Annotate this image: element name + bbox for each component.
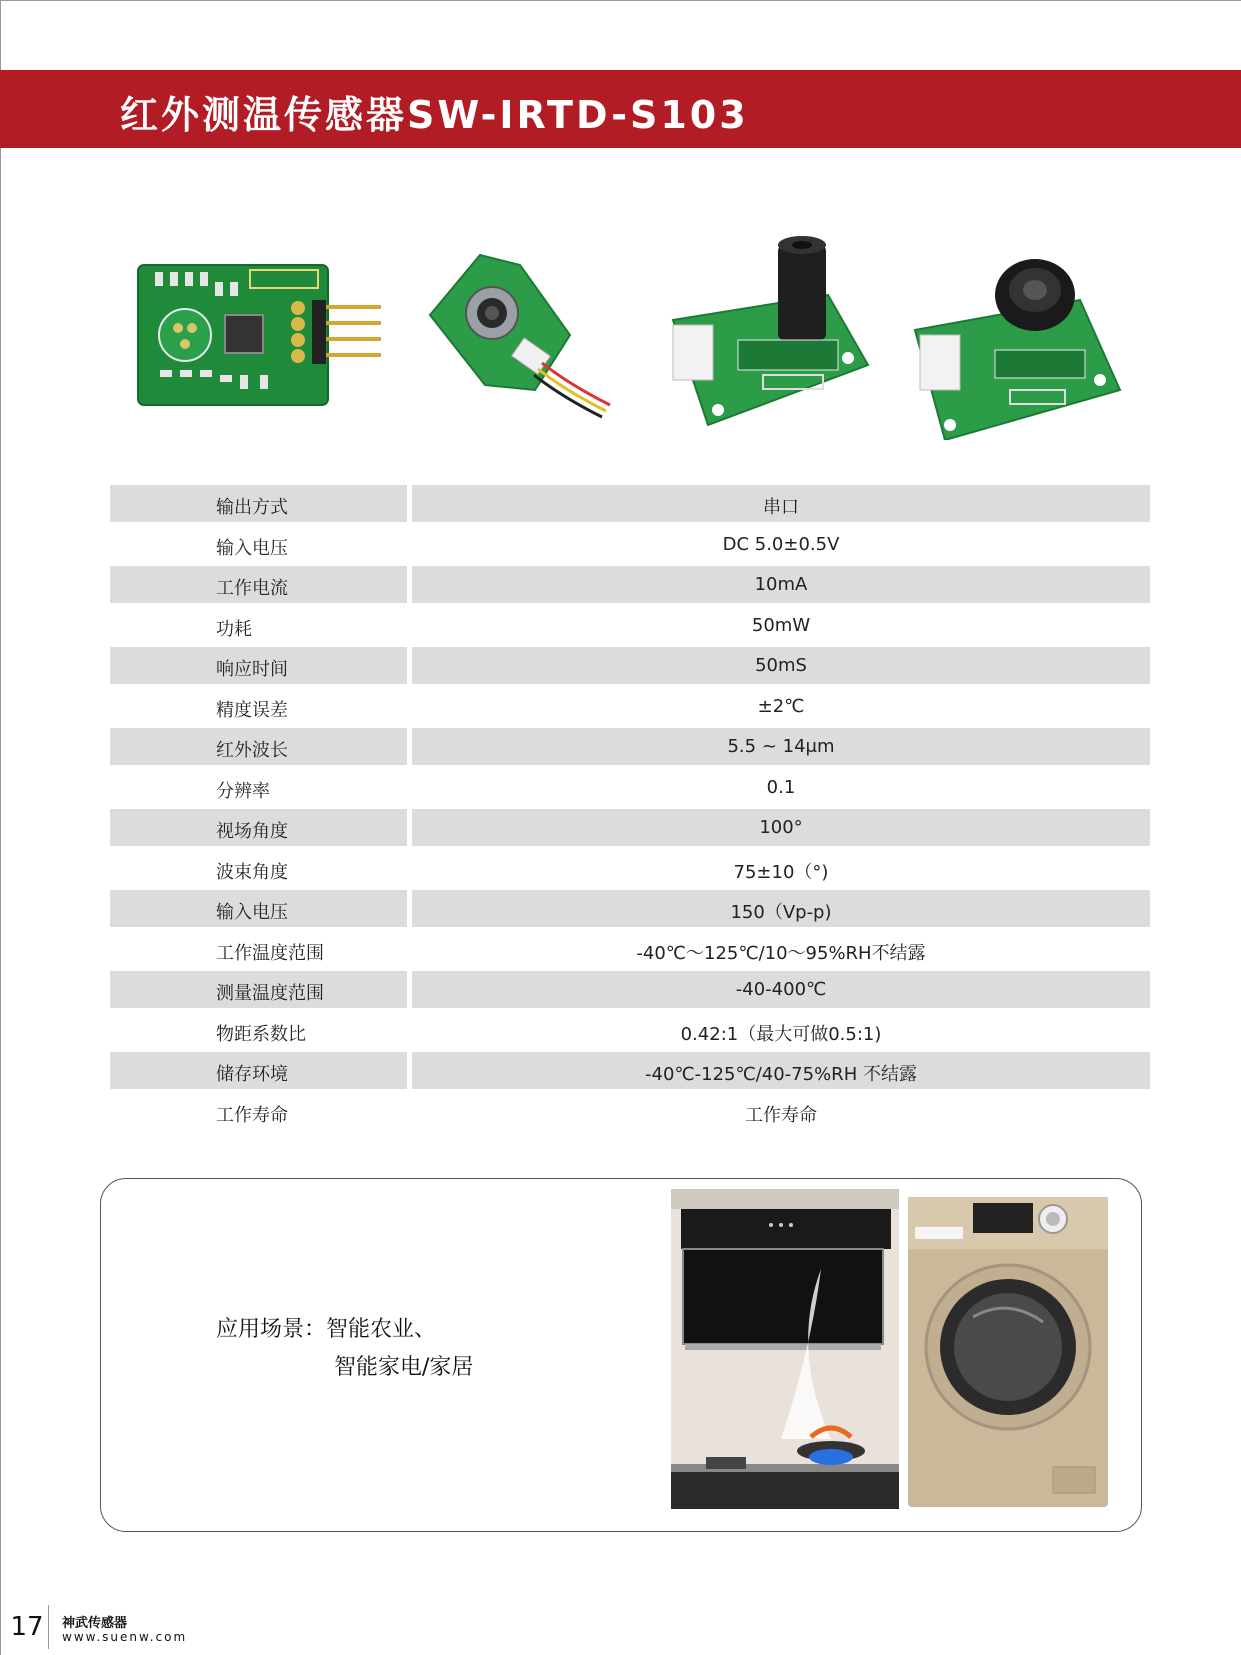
- spec-row-input-voltage-vpp: [110, 890, 1150, 927]
- spec-label: 响应时间: [216, 659, 288, 680]
- spec-label: 视场角度: [216, 821, 288, 842]
- page-number: 17: [6, 1605, 49, 1649]
- application-box: [100, 1178, 1142, 1532]
- spec-value: 10mA: [754, 574, 808, 595]
- spec-label: 工作寿命: [216, 1104, 288, 1126]
- spec-row-distance-ratio: [110, 1012, 1150, 1049]
- spec-row-operating-temp: [110, 931, 1150, 968]
- spec-row-beam-angle: [110, 850, 1150, 887]
- spec-value: ±2℃: [757, 695, 805, 717]
- spec-row-storage: [110, 1052, 1150, 1089]
- spec-value: 50mW: [751, 614, 811, 636]
- spec-row-response-time: [110, 647, 1150, 684]
- spec-value: -40℃-125℃/40-75%RH 不结露: [645, 1064, 917, 1085]
- spec-value: 0.42:1（最大可做0.5:1): [680, 1023, 882, 1045]
- washing-machine-image: [903, 1197, 1113, 1507]
- spec-value: 150（Vp-p): [730, 902, 832, 923]
- application-prefix: 应用场景：: [216, 1317, 327, 1342]
- spec-value: DC 5.0±0.5V: [722, 533, 840, 555]
- spec-label: 输入电压: [216, 902, 288, 923]
- spec-row-resolution: [110, 769, 1150, 806]
- range-hood-image: [671, 1189, 899, 1509]
- spec-label: 工作电流: [216, 578, 288, 599]
- spec-label: 输入电压: [216, 537, 288, 559]
- top-border: [0, 0, 1241, 1]
- spec-label: 精度误差: [216, 699, 288, 721]
- spec-row-lifetime: [110, 1093, 1150, 1130]
- spec-label: 物距系数比: [216, 1023, 306, 1045]
- spec-label: 波束角度: [216, 861, 288, 883]
- spec-value: 100°: [759, 817, 803, 838]
- spec-row-ir-wavelength: [110, 728, 1150, 765]
- page-title: 红外测温传感器SW-IRTD-S103: [120, 93, 749, 137]
- spec-label: 红外波长: [216, 740, 288, 761]
- spec-row-input-voltage: [110, 526, 1150, 563]
- spec-value: -40℃～125℃/10～95%RH不结露: [636, 942, 926, 964]
- application-line2: 智能家电/家居: [334, 1355, 474, 1380]
- spec-value: 0.1: [766, 776, 796, 798]
- product-photo-sensor-can: [410, 245, 640, 425]
- spec-row-output-mode: [110, 485, 1150, 522]
- product-photo-pcb: [130, 260, 390, 410]
- title-banner: [0, 70, 1241, 148]
- spec-value: 工作寿命: [745, 1104, 817, 1126]
- product-photo-tube-module-angled: [910, 240, 1130, 440]
- application-line1: 智能农业、: [326, 1317, 437, 1342]
- footer-url: www.suenw.com: [62, 1630, 188, 1644]
- footer-brand: 神武传感器: [62, 1616, 128, 1631]
- spec-value: 50mS: [755, 655, 807, 676]
- product-photo-tube-module: [668, 230, 878, 440]
- spec-label: 测量温度范围: [216, 983, 324, 1004]
- spec-table: [110, 485, 1150, 1133]
- product-photos: [0, 220, 1241, 460]
- spec-row-power: [110, 607, 1150, 644]
- spec-row-measure-temp: [110, 971, 1150, 1008]
- spec-row-working-current: [110, 566, 1150, 603]
- application-text: [216, 1311, 473, 1387]
- spec-value: 5.5 ~ 14μm: [727, 736, 835, 757]
- spec-label: 工作温度范围: [216, 942, 324, 964]
- spec-label: 储存环境: [216, 1064, 288, 1085]
- spec-value: 75±10（°): [733, 861, 829, 883]
- spec-row-field-of-view: [110, 809, 1150, 846]
- spec-value: 串口: [763, 497, 799, 518]
- spec-label: 功耗: [216, 618, 252, 640]
- spec-label: 输出方式: [216, 497, 288, 518]
- spec-row-accuracy: [110, 688, 1150, 725]
- spec-label: 分辨率: [216, 780, 270, 802]
- spec-value: -40-400℃: [735, 979, 827, 1000]
